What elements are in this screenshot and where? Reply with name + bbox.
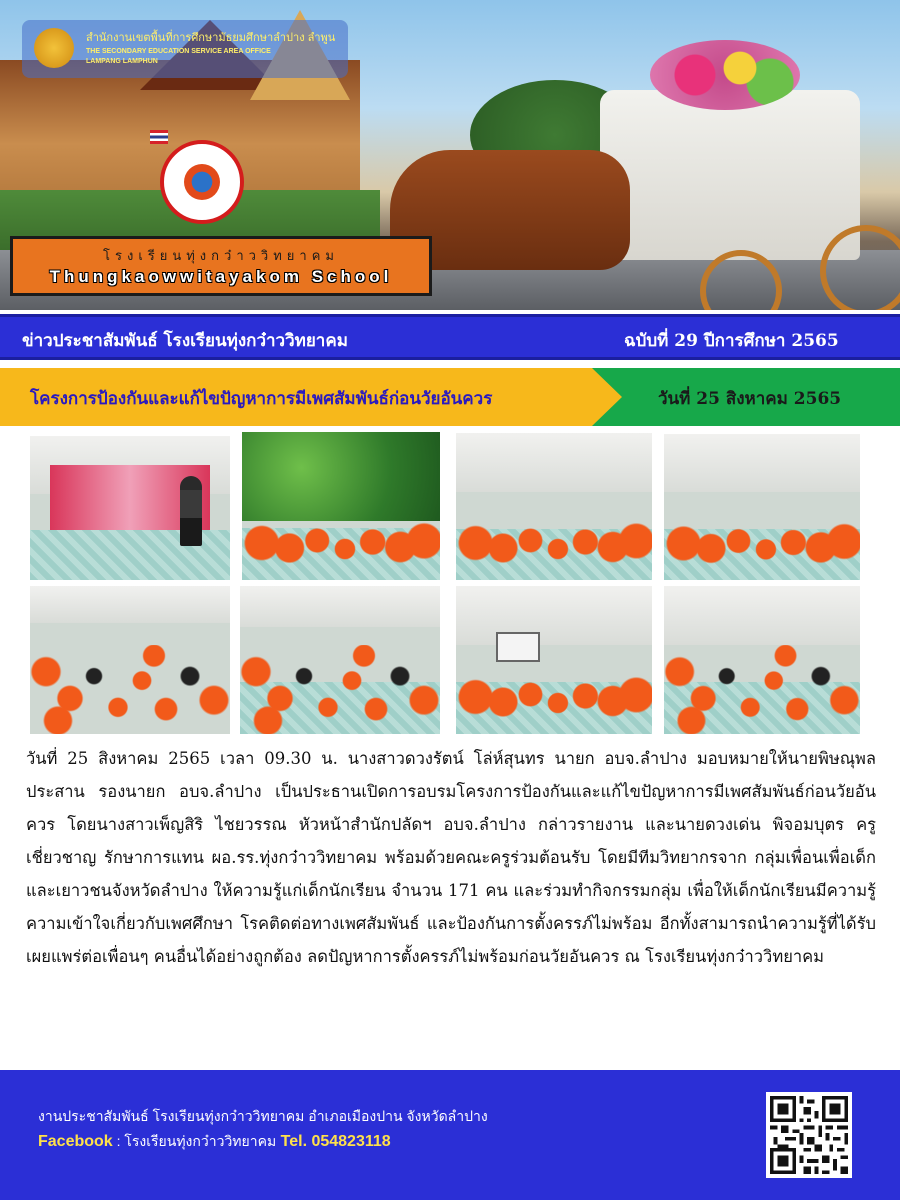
- photo-opening-speech: [30, 436, 230, 580]
- office-name-en: [86, 47, 271, 67]
- photo-students-floor: [240, 586, 440, 734]
- school-name-plate: [10, 236, 432, 296]
- issue-number: ฉบับที่ 29 ปีการศึกษา 2565: [624, 331, 839, 351]
- photo-presentation: [456, 586, 652, 734]
- footer-contact: [38, 1131, 391, 1153]
- photo-large-group: [664, 586, 860, 734]
- newsletter-title-bar: [0, 314, 900, 360]
- project-date: วันที่ 25 สิงหาคม 2565: [658, 389, 842, 409]
- facebook-separator: :: [112, 1133, 125, 1149]
- office-name-en-line2: LAMPANG LAMPHUN: [86, 58, 158, 65]
- office-logo-icon: [34, 28, 74, 68]
- qr-code-icon[interactable]: [766, 1092, 852, 1178]
- thai-flag-icon: [150, 130, 168, 144]
- footer: [0, 1070, 900, 1200]
- school-name-en: Thungkaowwitayakom School: [49, 267, 393, 286]
- facebook-label: Facebook: [38, 1133, 113, 1150]
- facebook-page-name[interactable]: โรงเรียนทุ่งกว๋าววิทยาคม: [124, 1133, 277, 1149]
- school-logo: [160, 140, 244, 224]
- office-name-th: สำนักงานเขตพื้นที่การศึกษามัธยมศึกษาลำปาง ลำพูน: [86, 32, 336, 44]
- telephone-number: Tel. 054823118: [276, 1133, 391, 1150]
- school-name-th: โรงเรียนทุ่งกว๋าววิทยาคม: [103, 248, 339, 263]
- school-emblem-icon: [184, 164, 220, 200]
- article-body: วันที่ 25 สิงหาคม 2565 เวลา 09.30 น. นางสาวดวงรัตน์ โล่ห์สุนทร นายก อบจ.ลำปาง มอบหมายให้นายพิษณุพล ประสาน รองนายก อบจ.ลำปาง เป็นประธานเปิดการอบรมโครงการป้องกันและแก้ไขปัญหาการมีเพศสัมพันธ์ก่อนวัยอันควร โดยนางสาวเพ็ญสิริ ไชยวรรณ หัวหน้าสำนักปลัดฯ อบจ.ลำปาง กล่าวรายงาน และนายดวงเด่น พิจอมบุตร ครูเชี่ยวชาญ รักษาการแทน ผอ.รร.ทุ่งกว๋าววิทยาคม พร้อมด้วยคณะครูร่วมต้อนรับ โดยมีทีมวิทยากรจาก กลุ่มเพื่อนเพื่อเด็กและเยาวชนจังหวัดลำปาง ให้ความรู้แก่เด็กนักเรียน จำนวน 171 คน และร่วมทำกิจกรรมกลุ่ม เพื่อให้เด็กนักเรียนมีความรู้ความเข้าใจเกี่ยวกับเพศศึกษา โรคติดต่อทางเพศสัมพันธ์ และป้องกันการตั้งครรภ์ไม่พร้อม อีกทั้งสามารถนำความรู้ที่ได้รับเผยแพร่ต่อเพื่อนๆ คนอื่นได้อย่างถูกต้อง ลดปัญหาการตั้งครรภ์ไม่พร้อมก่อนวัยอันควร ณ โรงเรียนทุ่งกว๋าววิทยาคม: [26, 749, 876, 966]
- newsletter-title: ข่าวประชาสัมพันธ์ โรงเรียนทุ่งกว๋าววิทยาคม: [22, 331, 348, 351]
- project-bar: [0, 368, 900, 426]
- photo-students-hall: [456, 433, 652, 580]
- flower-decoration: [650, 40, 800, 110]
- header-banner: [0, 0, 900, 310]
- photo-group-work: [30, 586, 230, 734]
- horse-carriage: [600, 90, 860, 260]
- project-title: โครงการป้องกันและแก้ไขปัญหาการมีเพศสัมพันธ์ก่อนวัยอันควร: [30, 389, 493, 409]
- photo-activity-standing: [664, 434, 860, 580]
- office-name-en-line1: THE SECONDARY EDUCATION SERVICE AREA OFFICE: [86, 48, 271, 55]
- footer-address: งานประชาสัมพันธ์ โรงเรียนทุ่งกว๋าววิทยาคม อำเภอเมืองปาน จังหวัดลำปาง: [38, 1108, 488, 1124]
- project-arrow-shape: [592, 368, 622, 426]
- photo-guests-seated: [242, 432, 440, 580]
